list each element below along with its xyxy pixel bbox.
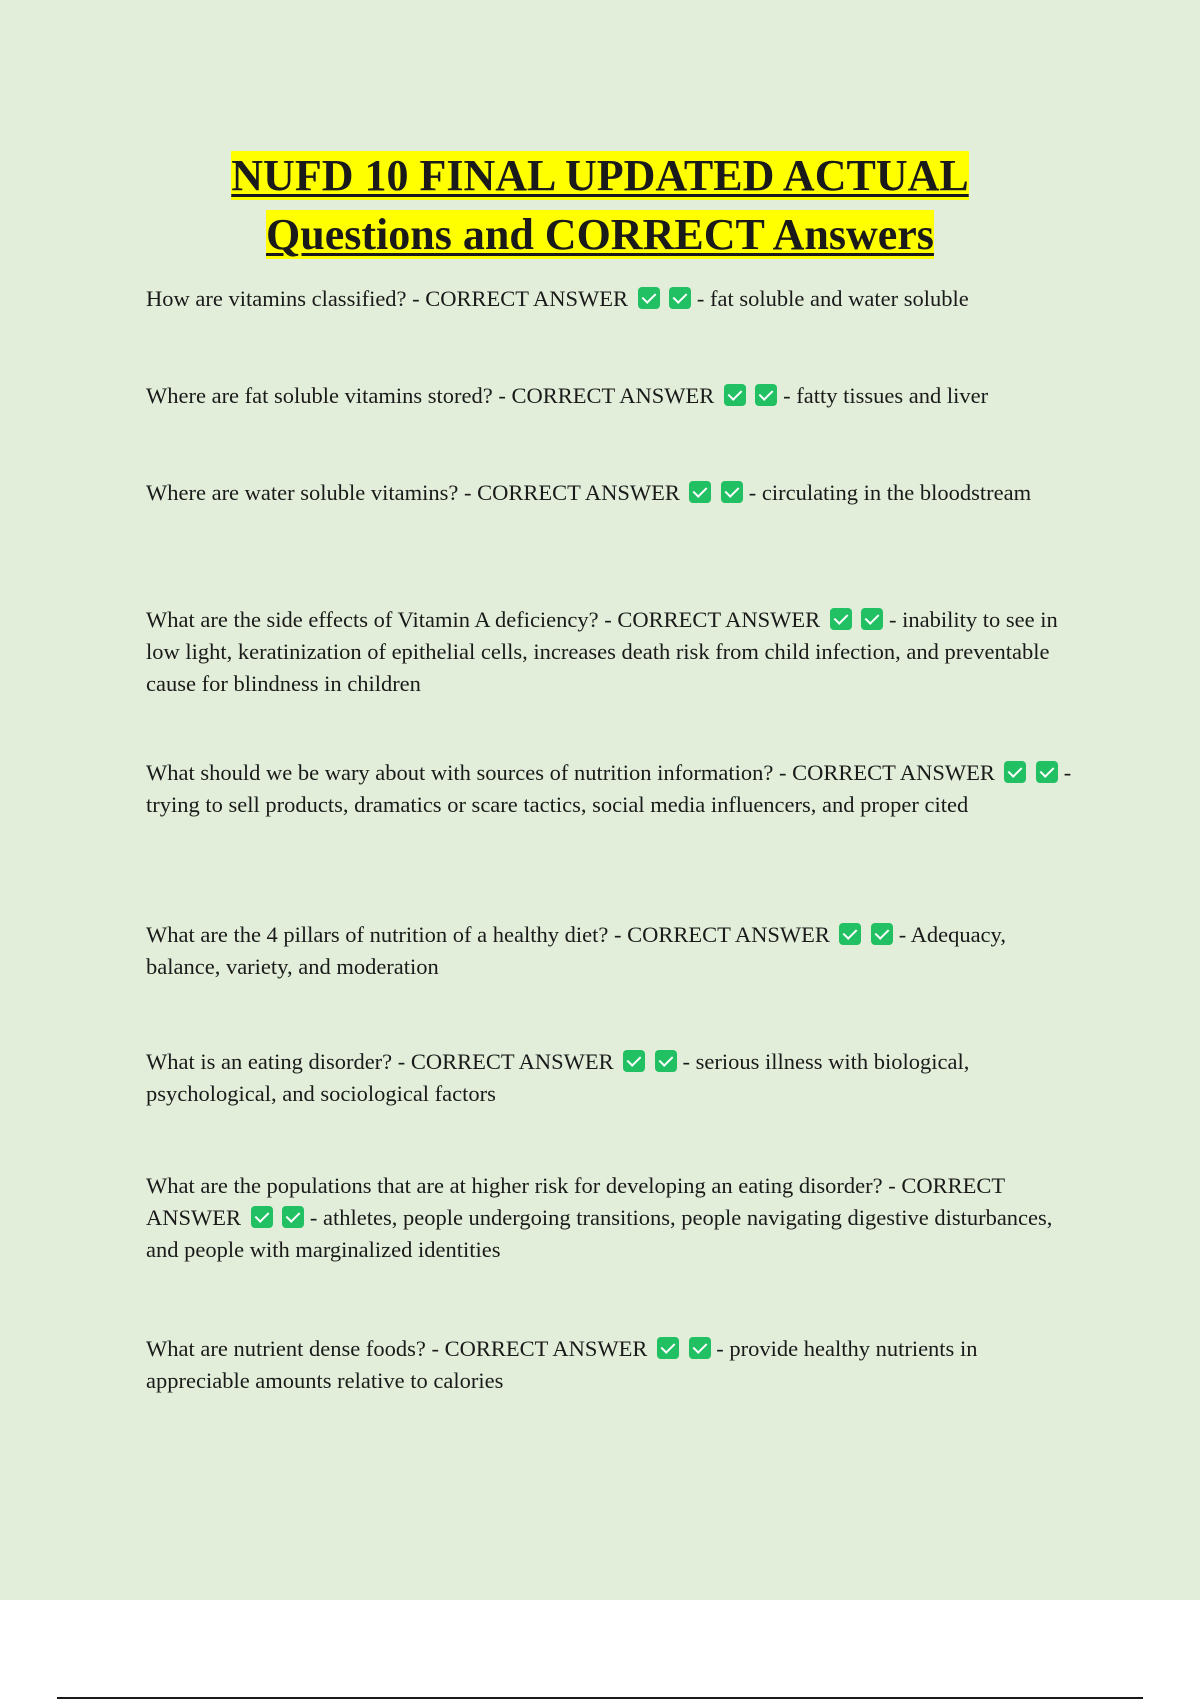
qa-item — [146, 604, 1076, 700]
check-box-icon — [655, 1050, 677, 1072]
document-title — [0, 146, 1200, 264]
check-box-icon — [669, 287, 691, 309]
qa-item — [146, 477, 1076, 509]
question-text: What is an eating disorder? - CORRECT ANSWER — [146, 1049, 614, 1074]
check-box-icon — [657, 1337, 679, 1359]
check-box-icon — [638, 287, 660, 309]
check-box-icon — [839, 923, 861, 945]
answer-text: - inability to see in low light, keratinization of epithelial cells, increases death risk from child infection, and preventable cause for blindness in children — [146, 607, 1058, 696]
answer-text: - fat soluble and water soluble — [696, 286, 969, 311]
qa-item — [146, 757, 1076, 821]
check-box-icon — [755, 384, 777, 406]
answer-text: - provide healthy nutrients in appreciable amounts relative to calories — [146, 1336, 978, 1393]
question-text: What are the side effects of Vitamin A deficiency? - CORRECT ANSWER — [146, 607, 821, 632]
qa-item — [146, 1046, 1076, 1110]
check-box-icon — [623, 1050, 645, 1072]
check-box-icon — [689, 481, 711, 503]
answer-text: - trying to sell products, dramatics or scare tactics, social media influencers, and proper cited — [146, 760, 1072, 817]
check-box-icon — [724, 384, 746, 406]
check-box-icon — [282, 1206, 304, 1228]
check-box-icon — [251, 1206, 273, 1228]
question-text: What are the populations that are at higher risk for developing an eating disorder? - CORRECT ANSWER — [146, 1173, 1005, 1230]
check-box-icon — [1004, 761, 1026, 783]
question-text: What should we be wary about with sources of nutrition information? - CORRECT ANSWER — [146, 760, 995, 785]
qa-item — [146, 380, 1076, 412]
question-text: What are the 4 pillars of nutrition of a healthy diet? - CORRECT ANSWER — [146, 922, 830, 947]
question-text: How are vitamins classified? - CORRECT ANSWER — [146, 286, 629, 311]
check-box-icon — [871, 923, 893, 945]
check-box-icon — [861, 608, 883, 630]
answer-text: - Adequacy, balance, variety, and moderation — [146, 922, 1006, 979]
qa-item — [146, 1170, 1076, 1266]
question-text: What are nutrient dense foods? - CORRECT ANSWER — [146, 1336, 648, 1361]
qa-item — [146, 283, 1076, 315]
question-text: Where are water soluble vitamins? - CORRECT ANSWER — [146, 480, 680, 505]
footer-divider — [57, 1697, 1143, 1699]
title-line-1: NUFD 10 FINAL UPDATED ACTUAL — [231, 151, 969, 200]
answer-text: - serious illness with biological, psychological, and sociological factors — [146, 1049, 970, 1106]
answer-text: - circulating in the bloodstream — [748, 480, 1032, 505]
qa-item — [146, 1333, 1076, 1397]
title-line-2: Questions and CORRECT Answers — [266, 210, 934, 259]
answer-text: - fatty tissues and liver — [783, 383, 989, 408]
answer-text: - athletes, people undergoing transitions, people navigating digestive disturbances, and people with marginalized identities — [146, 1205, 1053, 1262]
check-box-icon — [1036, 761, 1058, 783]
check-box-icon — [689, 1337, 711, 1359]
qa-item — [146, 919, 1076, 983]
check-box-icon — [830, 608, 852, 630]
question-text: Where are fat soluble vitamins stored? - CORRECT ANSWER — [146, 383, 715, 408]
check-box-icon — [721, 481, 743, 503]
